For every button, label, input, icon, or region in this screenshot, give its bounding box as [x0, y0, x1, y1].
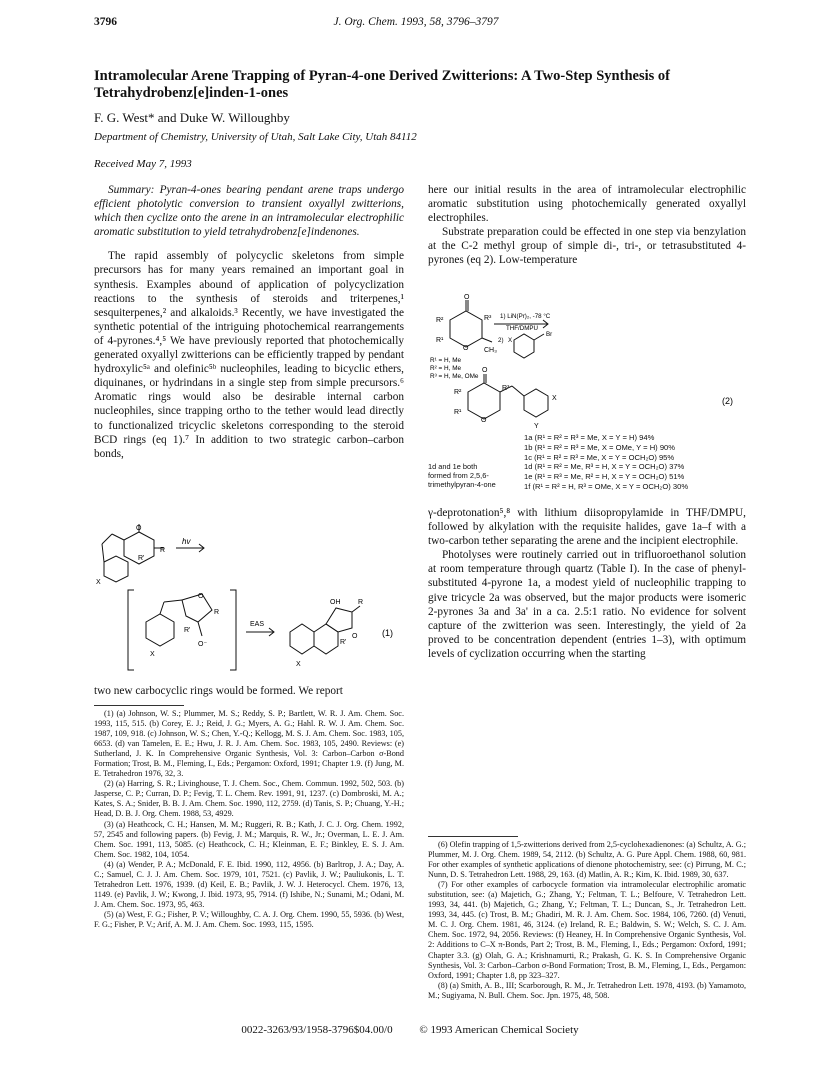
compound-entry: 1f (R¹ = R² = H, R³ = OMe, X = Y = OCH₂O) 30% — [524, 481, 689, 491]
photolysis-paragraph: Photolyses were routinely carried out in trifluoroethanol solution at room temperature through quartz (Table I). In the case of phenyl-substituted 4-pyrone 1a, a modest yield of nucleophilic trapping to give tricycle 2a was observed, but the major products were isomeric 2-pyrones 3a and 3a' in a ca. 2.5:1 ratio. No evidence for solvent capture of the zwitterion was seen. Interestingly, the yield of 2a proved to be concentration dependent (entries 1–3), with optimum levels of cyclization occurring when the starting — [428, 549, 746, 660]
equation-1-scheme — [94, 522, 404, 672]
oxyallyl-ring — [182, 594, 212, 622]
journal-citation: J. Org. Chem. 1993, 58, 3796–3797 — [333, 16, 499, 28]
received-date: Received May 7, 1993 — [94, 158, 192, 170]
footnote: (6) Olefin trapping of 1,5-zwitterions derived from 2,5-cyclohexadienones: (a) Schultz, A. G.; Plummer, M. J. Org. Chem. 1989, 54, 2112. (b) Schultz, A. G. Pure Appl. Chem. 1988, 60, 981. For other examples of synthetic applications of dienone photochemistry, see: (c) Pirrung, M. C.; Nunn, D. S. Tetrahedron Lett. 1988, 29, 163. (d) Matlin, A. R.; Kim, K. Ibid. 1989, 30, 637. — [428, 840, 746, 880]
eq1-label-o-end: O — [352, 633, 358, 640]
substituent-r1: R¹ = H, Me — [430, 357, 462, 364]
eq2-label-ring-o: O — [463, 345, 469, 352]
eq1-label-rp-top: R' — [138, 555, 145, 562]
right-column-continuation — [428, 506, 746, 661]
eq2-product-r1: R¹ — [454, 409, 462, 416]
compound-note-line: trimethylpyran-4-one — [428, 480, 496, 489]
eq1-label-r-end: R — [358, 599, 364, 606]
affiliation: Department of Chemistry, University of Utah, Salt Lake City, Utah 84112 — [94, 131, 417, 143]
running-header — [94, 16, 738, 32]
results-intro-paragraph: here our initial results in the area of intramolecular electrophilic aromatic substitution using photochemically generated oxyallyl electrophiles. — [428, 184, 746, 225]
compound-entry: 1b (R¹ = R² = R³ = Me, X = OMe, Y = H) 90% — [524, 442, 676, 452]
footnotes-left — [94, 709, 404, 930]
eq2-product-r3: R³ — [502, 385, 510, 392]
footnotes-right — [428, 840, 746, 1001]
arene-ring — [104, 556, 128, 582]
eq1-label-x-end: X — [296, 661, 301, 668]
eq1-label-x-mid: X — [150, 651, 155, 658]
eq2-product-ring-o: O — [481, 417, 487, 424]
intro-paragraph-end: two new carbocyclic rings would be formed. We report — [94, 685, 343, 697]
reagent-step2: 2) — [498, 337, 504, 344]
eas-label: EAS — [250, 621, 265, 628]
reagent-x: X — [508, 337, 513, 344]
compound-note-line: 1d and 1e both — [428, 462, 478, 471]
footnote-rule-right — [428, 836, 518, 837]
left-column-body — [94, 183, 404, 461]
eq1-label-r-mid: R — [214, 609, 220, 616]
hv-label: hv — [182, 537, 191, 546]
eq2-label-o: O — [464, 294, 470, 301]
left-column-continuation — [94, 684, 404, 698]
bracket-right — [230, 590, 236, 670]
right-column-body — [428, 183, 746, 268]
product-pyrone-ring — [468, 383, 500, 419]
authors: F. G. West* and Duke W. Willoughby — [94, 110, 290, 125]
compound-note — [428, 462, 496, 489]
footnote: (2) (a) Harring, S. R.; Livinghouse, T. J. Chem. Soc., Chem. Commun. 1992, 502, 503. (b) Jasperse, C. P.; Curran, D. P.; Fevig, T. L. Chem. Rev. 1991, 91, 1237. (c) Dombroski, M. A.; Kates, S. A.; Snider, B. B. J. Am. Chem. Soc. 1990, 112, 2759. (d) Tanis, S. P.; Chuang, Y.-H.; Head, D. B. J. Org. Chem. 1988, 53, 4929. — [94, 779, 404, 819]
article-title: Intramolecular Arene Trapping of Pyran-4-one Derived Zwitterions: A Two-Step Synthesis of Tetrahydrobenz[e]inden-1-ones — [94, 68, 670, 101]
compound-list — [524, 433, 688, 492]
compound-entry: 1e (R¹ = R³ = Me, R² = H, X = Y = OCH₂O) 51% — [524, 472, 685, 482]
compound-entry: 1d (R¹ = R² = Me, R³ = H, X = Y = OCH₂O) 37% — [524, 462, 685, 472]
bracket-left — [128, 590, 134, 670]
eq2-product-y: Y — [534, 423, 539, 430]
eq1-label-ominus: O⁻ — [198, 641, 208, 648]
reagent-br: Br — [546, 331, 553, 338]
substituent-r2: R² = H, Me — [430, 365, 462, 372]
summary-paragraph: Summary: Pyran-4-ones bearing pendant arene traps undergo efficient photolytic conversion to transient oxyallyl zwitterions, which then cyclize onto the arene in an intramolecular electrophilic aromatic substitution to yield tetrahydrobenz[e]indenones. — [94, 184, 404, 239]
footnote-rule-left — [94, 705, 184, 706]
product-ring-d — [326, 608, 352, 632]
compound-entry: 1c (R¹ = R² = R³ = Me, X = Y = OCH₂O) 95% — [524, 452, 675, 462]
eq2-label-r3: R³ — [484, 315, 492, 322]
page-number: 3796 — [94, 16, 117, 28]
page-footer — [0, 1024, 820, 1036]
intro-paragraph: The rapid assembly of polycyclic skeletons from simple precursors has for many years remained an important goal in synthesis. Examples abound of application of polycyclization reactions to the synthesis of steroids and triterpenes,¹ sesquiterpenes,² and alkaloids.³ Recently, we have investigated the synthetic potential of the intriguing photochemical rearrangements of 4-pyrones.⁴,⁵ We have previously reported that photochemically generated oxyallyl zwitterions can be efficiently trapped by pendant hydroxylic⁵ᵃ and olefinic⁵ᵇ nucleophiles, leading to bicyclic ethers, diquinanes, or hydrindans in a single step from simple precursors.⁶ Aromatic rings would also be desirable internal carbon nucleophiles, since trapping ortho to the tether would lead directly to functionalized tricyclic skeletons corresponding to the steroid BCD rings (eq 1).⁷ In addition to two strategic carbon–carbon bonds, — [94, 250, 404, 460]
eq1-number: (1) — [382, 628, 393, 638]
eq1-label-o-mid: O — [198, 593, 204, 600]
eq2-number: (2) — [722, 396, 733, 406]
eq2-label-r1: R¹ — [436, 337, 444, 344]
reagent-step1-solvent: THF/DMPU — [506, 325, 538, 332]
eq1-label-oh: OH — [330, 599, 341, 606]
eq2-product-r2: R² — [454, 389, 462, 396]
publication-code: 0022-3263/93/1958-3796$04.00/0 — [241, 1024, 393, 1036]
footnote: (1) (a) Johnson, W. S.; Plummer, M. S.; Reddy, S. P.; Bartlett, W. R. J. Am. Chem. Soc. 1993, 115, 515. (b) Corey, E. J.; Reid, J. G.; Myers, A. G.; Hahl. R. W. J. Am. Chem. Soc. 1987, 109, 918. (c) Johnson, W. S.; Chen, Y.-Q.; Kellogg, M. S. J. Am. Chem. Soc. 1983, 105, 6653. (d) van Tamelen, E. E.; Hwu, J. R. J. Am. Chem. Soc. 1983, 105, 2490. Reviews: (e) Sutherland, J. K. In Comprehensive Organic Synthesis, Vol. 3: Carbon–Carbon σ-Bond Formation; Trost, B. M., Fleming, I., Eds.; Pergamon: Oxford, 1991; Chapter 1.9. (f) Jung, M. E. Tetrahedron 1976, 32, 3. — [94, 709, 404, 779]
footnote: (4) (a) Wender, P. A.; McDonald, F. E. Ibid. 1990, 112, 4956. (b) Barltrop, J. A.; Day, A. C.; Samuel, C. J. J. Am. Chem. Soc. 1979, 101, 7521. (c) Pavlik, J. W.; Pauliukonis, L. T. Tetrahedron Lett. 1976, 1939. (d) Keil, E. B.; Pavlik, J. W. J. Heterocycl. Chem. 1976, 13, 1149. (e) Pavlik, J. W.; Kwong, J. Ibid. 1973, 95, 7914. (f) Ishibe, N.; Sunami, M.; Odani, M. J. Am. Chem. Soc. 1973, 95, 463. — [94, 859, 404, 909]
footnote: (8) (a) Smith, A. B., III; Scarborough, R. M., Jr. Tetrahedron Lett. 1978, 4193. (b) Yamamoto, M.; Sugiyama, N. Bull. Chem. Soc. Jpn. 1975, 48, 508. — [428, 980, 746, 1000]
product-arene — [290, 624, 314, 654]
eq1-label-rp-end: R' — [340, 639, 347, 646]
footnote: (7) For other examples of carbocycle formation via intramolecular electrophilic aromatic substitution, see: (a) Majetich, G.; Zhang, Y.; Feltman, T. L.; Belfoure, V. Tetrahedron Lett. 1993, 34, 441. (b) Majetich, G.; Zhang, Y.; Feltman, T. L.; Duncan, S., Jr. Tetrahedron Lett. 1993, 34, 445. (c) Trost, B. M.; Ghadiri, M. R. J. Am. Chem. Soc. 1984, 106, 7260. (d) Venuti, M. C. J. Org. Chem. 1981, 46, 3124. (e) Ireland, R. E.; Baldwin, S. W.; Welch, S. C. J. Am. Chem. Soc. 1972, 94, 2056. Reviews: (f) Heaney, H. In Comprehensive Organic Synthesis, Vol. 2: Additions to C–X π-Bonds, Part 2; Trost, B. M., Fleming, I., Eds.; Pergamon: Oxford, 1991; Chapter 3.3. (g) Olah, G. A.; Krishnamurti, R.; Prakash, G. K. S. In Comprehensive Organic Synthesis, Vol. 3: Carbon–Carbon σ-Bond Formation; Trost, B. M., Fleming, I., Eds., Pergamon: Oxford, 1991; Chapter 1.8, pp 323–327. — [428, 880, 746, 980]
pyrone-ring — [450, 311, 482, 347]
substituent-r3: R³ = H, Me, OMe — [430, 373, 479, 380]
compound-entry: 1a (R¹ = R² = R³ = Me, X = Y = H) 94% — [524, 433, 655, 442]
deprotonation-paragraph: γ-deprotonation⁵,⁸ with lithium diisopropylamide in THF/DMPU, followed by alkylation with the requisite halides, gave 1a–f with a two-carbon tether separating the arene and the incipient electrophile. — [428, 507, 746, 548]
eq1-label-rp-mid: R' — [184, 627, 191, 634]
equation-2-scheme — [428, 292, 746, 432]
eq1-label-o-top: O — [136, 525, 142, 532]
product-arene-ring — [524, 389, 548, 417]
copyright: © 1993 American Chemical Society — [419, 1024, 579, 1036]
reagent-step1: 1) LiN(Pr)₂, -78 °C — [500, 313, 551, 320]
product-ring-c — [314, 624, 338, 654]
eq2-label-r2: R² — [436, 317, 444, 324]
footnote: (3) (a) Heathcock, C. H.; Hansen, M. M.; Ruggeri, R. B.; Kath, J. C. J. Org. Chem. 1992, 57, 2545 and following papers. (b) Fevig, J. M.; Marquis, R. W., Jr.; Overman, L. E. J. Am. Chem. Soc. 1991, 113, 5085. (c) Heathcock, C. H.; Kleinman, E. F.; Binkley, E. S. J. Am. Chem. Soc. 1982, 104, 1054. — [94, 819, 404, 859]
eq2-product-o: O — [482, 367, 488, 374]
eq2-product-x: X — [552, 395, 557, 402]
substrate-paragraph: Substrate preparation could be effected in one step via benzylation at the C-2 methyl group of simple di-, tri-, or tetrasubstituted 4-pyrones (eq 2). Low-temperature — [428, 226, 746, 267]
eq1-label-r-top: R — [160, 547, 166, 554]
compound-note-line: formed from 2,5,6- — [428, 471, 489, 480]
eq2-label-ch3: CH₃ — [484, 347, 497, 354]
footnote: (5) (a) West, F. G.; Fisher, P. V.; Willoughby, C. A. J. Org. Chem. 1990, 55, 5936. (b) West, F. G.; Fisher, P. V.; Arif, A. M. J. Am. Chem. Soc. 1993, 115, 1595. — [94, 909, 404, 929]
zwitterion-arene — [146, 614, 174, 646]
benzyl-halide-ring — [514, 334, 534, 358]
eq1-label-x-top: X — [96, 579, 101, 586]
